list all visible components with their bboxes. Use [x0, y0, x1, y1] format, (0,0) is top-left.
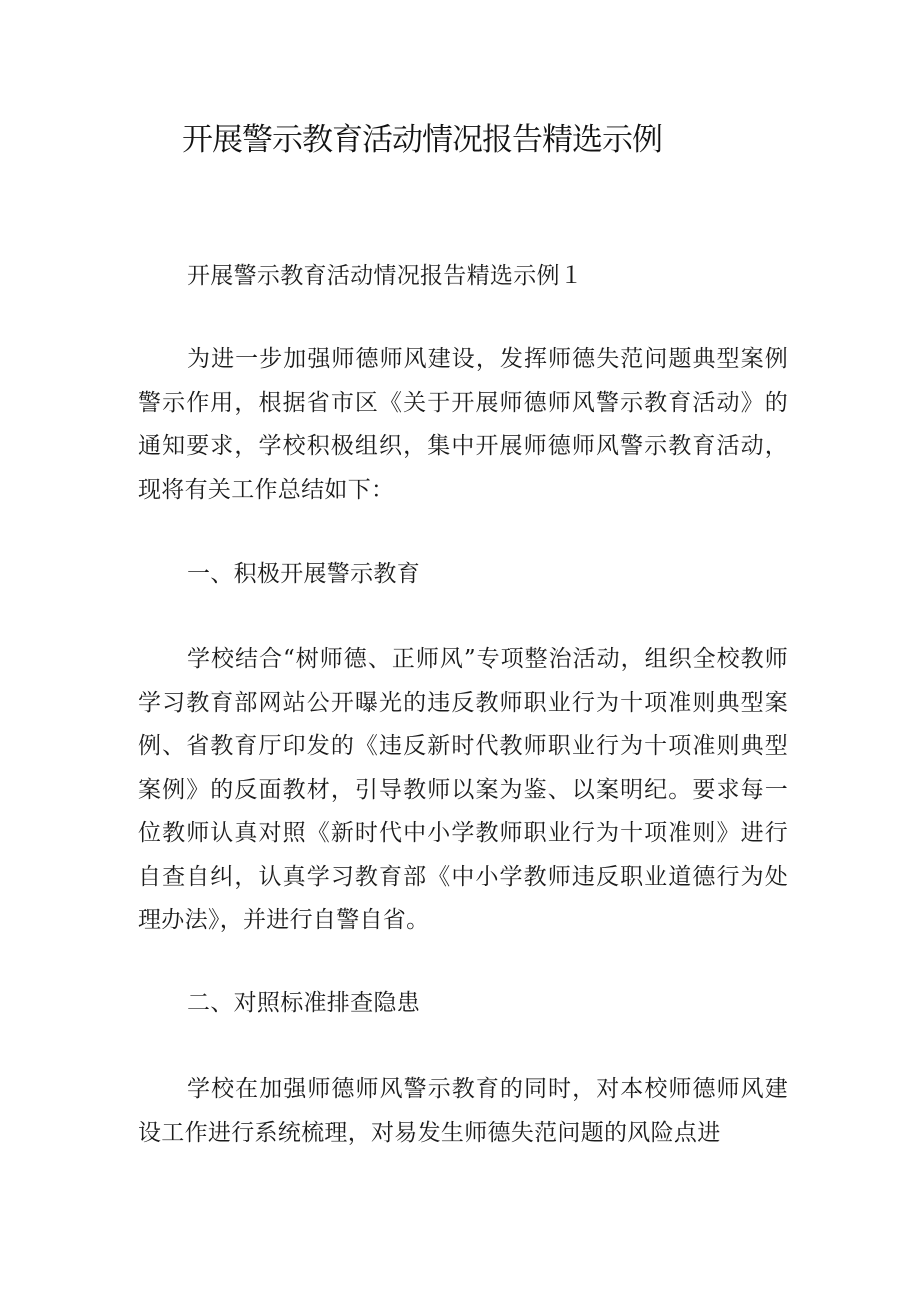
intro-paragraph: 为进一步加强师德师风建设，发挥师德失范问题典型案例警示作用，根据省市区《关于开展师德师风警示教育活动》的通知要求，学校积极组织，集中开展师德师风警示教育活动，现将有关工作总结如下： — [138, 346, 788, 503]
section-1-paragraph: 学校结合“树师德、正师风”专项整治活动，组织全校教师学习教育部网站公开曝光的违反教师职业行为十项准则典型案例、省教育厅印发的《违反新时代教师职业行为十项准则典型案例》的反面教材，引导教师以案为鉴、以案明纪。要求每一位教师认真对照《新时代中小学教师职业行为十项准则》进行自查自纠，认真学习教育部《中小学教师违反职业道德行为处理办法》，并进行自警自省。 — [138, 646, 788, 933]
section-heading-2: 二、对照标准排查隐患 — [187, 990, 420, 1016]
document-subtitle: 开展警示教育活动情况报告精选示例１ — [187, 263, 584, 289]
section-heading-1: 一、积极开展警示教育 — [187, 561, 420, 587]
document-title: 开展警示教育活动情况报告精选示例 — [182, 122, 662, 158]
section-2-paragraph: 学校在加强师德师风警示教育的同时，对本校师德师风建设工作进行系统梳理，对易发生师德失范问题的风险点进 — [138, 1076, 788, 1146]
